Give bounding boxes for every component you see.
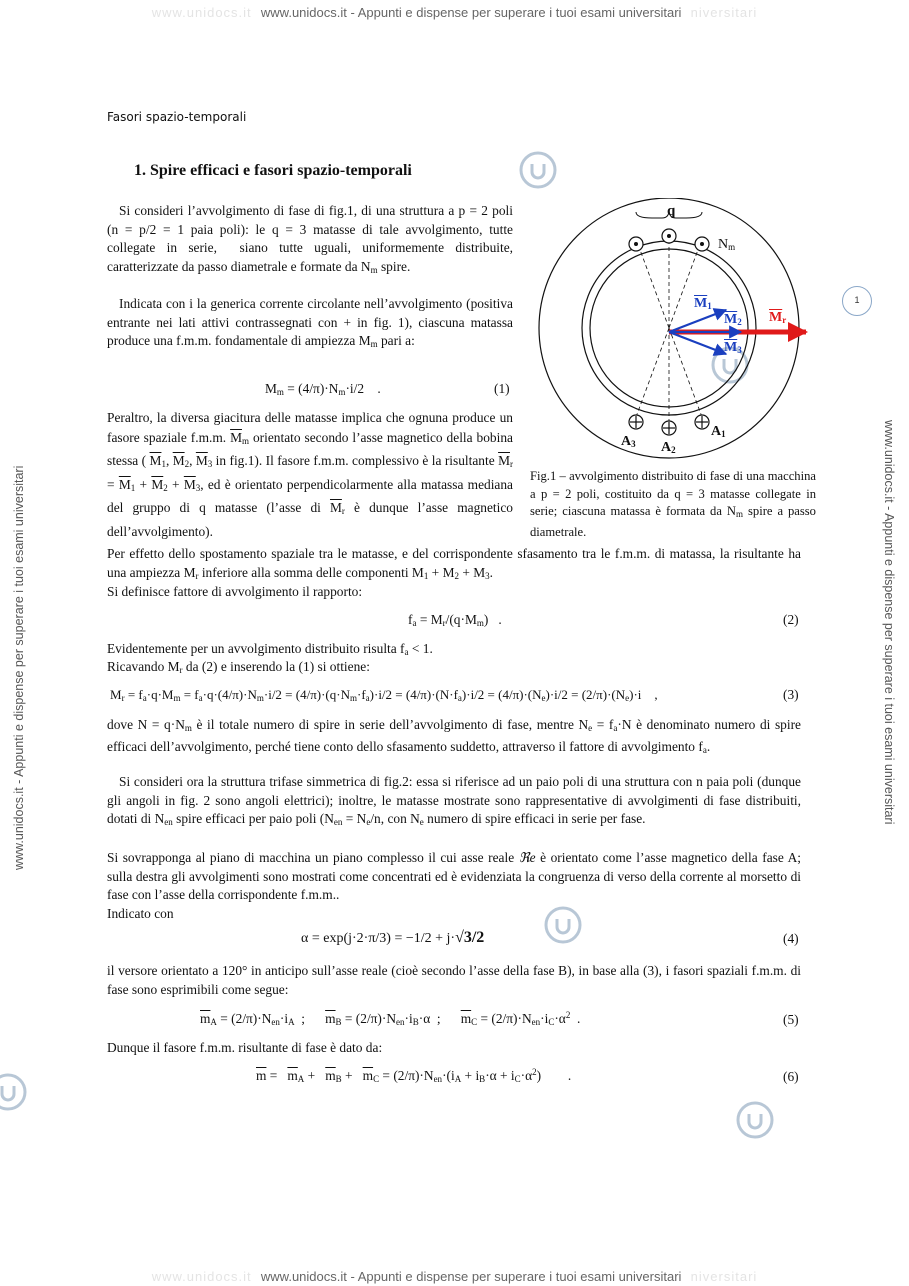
figure-label-A1: $A_1$ <box>711 424 726 439</box>
page-header: Fasori spazio-temporali <box>107 110 247 124</box>
equation-2: $f_a = M_r/(q\cdot M_m)$ . <box>408 612 502 628</box>
unidocs-logo-icon <box>518 150 558 190</box>
watermark-bottom: www.unidocs.it www.unidocs.it - Appunti e dispense per superare i tuoi esami universitari niversitari <box>151 1269 758 1284</box>
equation-6-number: (6) <box>783 1069 799 1084</box>
section-title: 1. Spire efficaci e fasori spazio-temporali <box>134 162 412 179</box>
figure-label-Mr: $\overline{M}_r$ <box>769 310 787 325</box>
equation-4-number: (4) <box>783 931 799 946</box>
figure-label-A2: $A_2$ <box>661 440 676 455</box>
watermark-top-text: www.unidocs.it - Appunti e dispense per superare i tuoi esami universitari <box>260 5 682 20</box>
figure-label-Nm: $N_m$ <box>718 237 736 252</box>
unidocs-logo-icon <box>735 1100 775 1140</box>
figure-label-M1: $\overline{M}_1$ <box>694 296 712 311</box>
equation-1: $M_m = (4/\pi)\cdot N_m\cdot i/2$ . <box>265 381 381 397</box>
phasor-M1 <box>669 310 726 332</box>
figure-label-M2: $\overline{M}_2$ <box>724 312 742 327</box>
equation-3-number: (3) <box>783 687 799 702</box>
equation-3: $M_r = f_a\cdot q\cdot M_m = f_a\cdot q\cdot(4/\pi)\cdot N_m\cdot i/2 = (4/\pi)\cdot(q\cdot N_m\cdot f_a)\cdot i/2 = (4/\pi)\cdot(N\cdot f_a)\cdot i/2 = (4/\pi)\cdot(N_e)\cdot i/2 = (2/\pi)\cdot(N_e)\cdot i$ , <box>110 687 658 703</box>
equation-1-number: (1) <box>494 381 510 396</box>
unidocs-logo-icon <box>0 1072 28 1112</box>
equation-6: $\overline{m} = \overline{m}_A + \overline{m}_B + \overline{m}_C = (2/\pi)\cdot N_{en}\cdot(i_A + i_B\cdot\alpha + i_C\cdot\alpha^2)$ . <box>256 1067 572 1084</box>
watermark-left: www.unidocs.it - Appunti e dispense per superare i tuoi esami universitari <box>12 465 26 870</box>
paragraph-2: Indicata con i la generica corrente circolante nell’avvolgimento (positiva entrante nei lati attivi contrassegnati con + in fig. 1), ciascuna matassa produce una f.m.m. fondamentale di ampiezza $M_m$ pari a: <box>107 296 513 350</box>
figure-label-M3: $\overline{M}_3$ <box>724 340 742 355</box>
paragraph-5: Si definisce fattore di avvolgimento il rapporto: <box>107 584 363 599</box>
paragraph-3: Peraltro, la diversa giacitura delle matasse implica che ognuna produce un fasore spaziale f.m.m. $\overline{M}_m$ orientato secondo l’asse magnetico della bobina stessa ( $\overline{M}_1$, $\overline{M}_2$, $\overline{M}_3$ in fig.1). Il fasore f.m.m. complessivo è la risultante $\overline{M}_r = \overline{M}_1 + \overline{M}_2 + \overline{M}_3$, ed è orientato perpendicolarmente alla matassa mediana del gruppo di q matasse (l’asse di $\overline{M}_r$ è dunque l’asse magnetico dell’avvolgimento). <box>107 410 514 539</box>
figure-1-winding-diagram <box>536 198 816 460</box>
paragraph-10: Si sovrapponga al piano di macchina un piano complesso il cui asse reale ℜe è orientato come l’asse magnetico della fase A; sulla destra gli avvolgimenti sono mostrati come concentrati ed è evidenziata la congruenza di verso della corrente al morsetto di fase con l’asse della corrispondente f.m.m.. <box>107 850 801 903</box>
paragraph-13: Dunque il fasore f.m.m. risultante di fase è dato da: <box>107 1040 383 1055</box>
equation-2-number: (2) <box>783 612 799 627</box>
equation-4: α = exp(j·2·π/3) = −1/2 + j·√3/2 <box>301 929 485 946</box>
figure-label-A3: $A_3$ <box>621 434 636 449</box>
paragraph-1: Si consideri l’avvolgimento di fase di fig.1, di una struttura a p = 2 poli (n = p/2 = 1 paia poli): le q = 3 matasse di tale avvolgimento, tutte collegate in serie, siano tutte uguali, uniformemente distribuite, caratterizzate da passo diametrale e formate da $N_m$ spire. <box>107 203 513 275</box>
paragraph-12: il versore orientato a 120° in anticipo sull’asse reale (cioè secondo l’asse della fase B), in base alla (3), i fasori spaziali f.m.m. di fase sono esprimibili come segue: <box>107 963 801 997</box>
equation-5-number: (5) <box>783 1012 799 1027</box>
equation-5: $\overline{m}_A = (2/\pi)\cdot N_{en}\cdot i_A$ ; $\overline{m}_B = (2/\pi)\cdot N_{en}\cdot i_B\cdot\alpha$ ; $\overline{m}_C = (2/\pi)\cdot N_{en}\cdot i_C\cdot\alpha^2$ . <box>200 1010 581 1027</box>
watermark-top: www.unidocs.it www.unidocs.it - Appunti e dispense per superare i tuoi esami universitari niversitari <box>151 5 758 20</box>
paragraph-4: Per effetto dello spostamento spaziale tra le matasse, e del corrispondente sfasamento tra le f.m.m. di matassa, la risultante ha una ampiezza $M_r$ inferiore alla somma delle componenti $M_1 + M_2 + M_3$. <box>107 546 801 581</box>
figure-label-q: q <box>667 203 676 219</box>
watermark-right: www.unidocs.it - Appunti e dispense per superare i tuoi esami universitari <box>882 420 896 825</box>
paragraph-9: Si consideri ora la struttura trifase simmetrica di fig.2: essa si riferisce ad un paio poli di una struttura con n paia poli (dunque gli angoli in fig. 2 sono angoli elettrici); inoltre, le matasse mostrate sono rappresentative di avvolgimenti di fase distribuiti, dotati di $N_{en}$ spire efficaci per paio poli ($N_{en} = N_e/n$, con $N_e$ numero di spire efficaci in serie per fase. <box>107 774 801 828</box>
paragraph-7: Ricavando $M_r$ da (2) e inserendo la (1) si ottiene: <box>107 659 370 675</box>
figure-1-caption: Fig.1 – avvolgimento distribuito di fase di una macchina a p = 2 poli, costituito da q = 3 matasse collegate in serie; ciascuna matassa è formata da $N_m$ spire a passo diametrale. <box>530 469 816 539</box>
paragraph-11: Indicato con <box>107 906 174 921</box>
paragraph-8: dove $N = q\cdot N_m$ è il totale numero di spire in serie dell’avvolgimento di fase, mentre $N_e = f_a\cdot N$ è denominato numero di spire efficaci dell’avvolgimento, perché tiene conto dello sfasamento suddetto, attraverso il fattore di avvolgimento $f_a$. <box>107 717 801 755</box>
watermark-bottom-text: www.unidocs.it - Appunti e dispense per superare i tuoi esami universitari <box>260 1269 682 1284</box>
page-number-badge: 1 <box>842 286 872 316</box>
paragraph-6: Evidentemente per un avvolgimento distribuito risulta $f_a < 1$. <box>107 641 433 657</box>
